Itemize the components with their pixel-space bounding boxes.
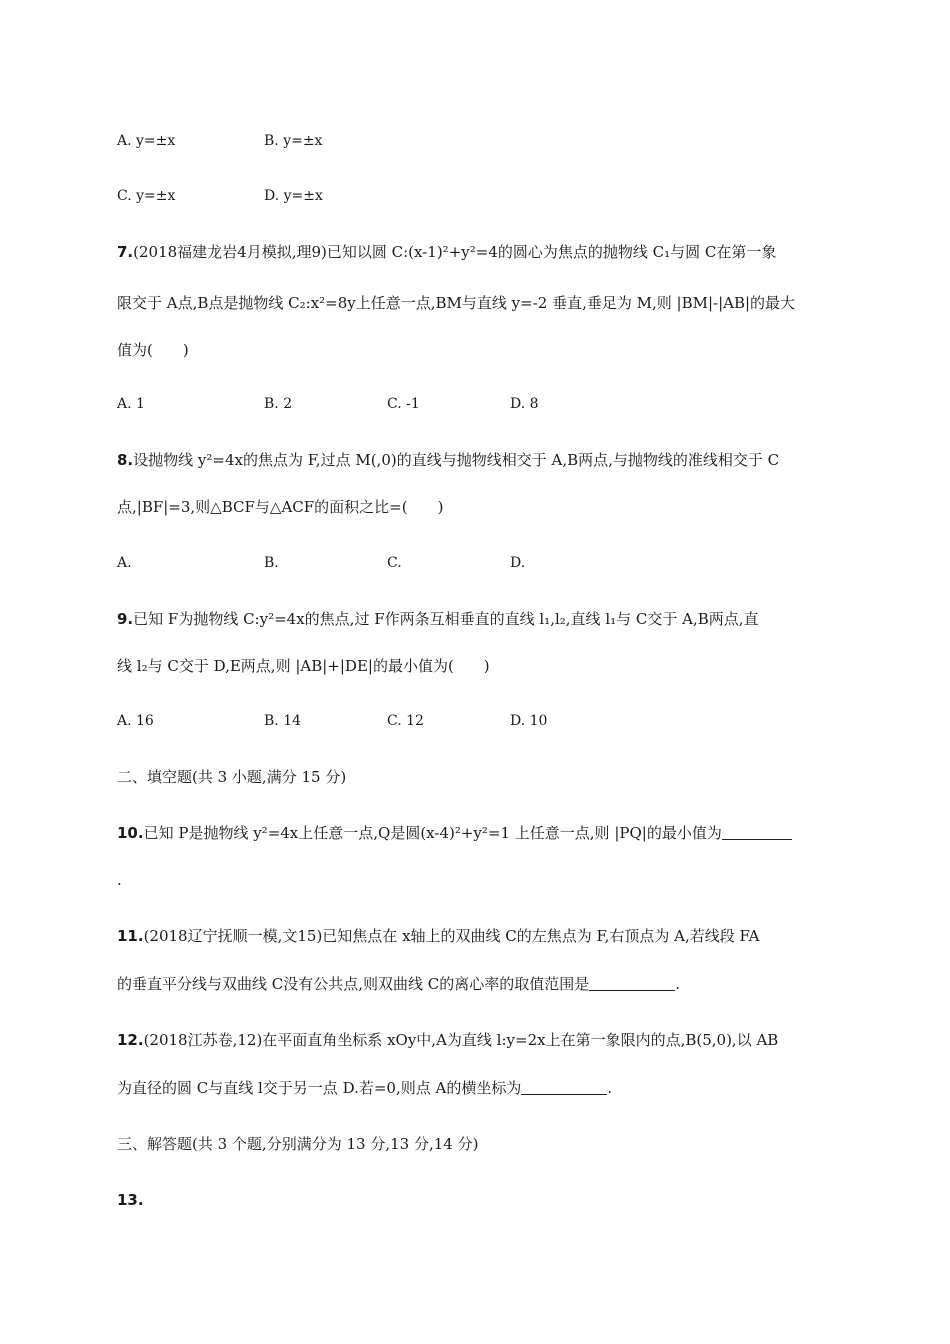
section-2-heading: 二、填空题(共 3 小题,满分 15 分)	[117, 768, 347, 786]
q9-text-1: 已知 F为抛物线 C:y²=4x的焦点,过 F作两条互相垂直的直线 l₁,l₂,直线 l₁与 C交于 A,B两点,直	[133, 610, 759, 628]
q7-text-1: (2018福建龙岩4月模拟,理9)已知以圆 C:(x-1)²+y²=4的圆心为焦点的抛物线 C₁与圆 C在第一象	[133, 243, 777, 261]
q9-line-2: 线 l₂与 C交于 D,E两点,则 |AB|+|DE|的最小值为( )	[117, 657, 490, 675]
q12-number: 12.	[117, 1031, 144, 1049]
q6-option-c: C. y=±x	[117, 188, 176, 204]
q7-line-3: 值为( )	[117, 341, 189, 359]
q7-option-c: C. -1	[387, 396, 420, 412]
q12-text-1: (2018江苏卷,12)在平面直角坐标系 xOy中,A为直线 l:y=2x上在第一象限内的点,B(5,0),以 AB	[143, 1031, 779, 1049]
q10-answer-blank[interactable]	[722, 825, 792, 840]
q12-line-2	[117, 1078, 612, 1098]
q12-period: .	[607, 1079, 613, 1097]
q9-option-a: A. 16	[117, 713, 154, 729]
q11-line-1	[117, 926, 759, 946]
q11-number: 11.	[117, 927, 144, 945]
q8-number: 8.	[117, 451, 134, 469]
q8-text-1: 设抛物线 y²=4x的焦点为 F,过点 M(,0)的直线与抛物线相交于 A,B两点,与抛物线的准线相交于 C	[133, 451, 780, 469]
q6-option-d: D. y=±x	[264, 188, 323, 204]
q9-option-c: C. 12	[387, 713, 424, 729]
q7-line-2: 限交于 A点,B点是抛物线 C₂:x²=8y上任意一点,BM与直线 y=-2 垂直,垂足为 M,则 |BM|-|AB|的最大	[117, 294, 796, 312]
q7-number: 7.	[117, 243, 134, 261]
q7-option-a: A. 1	[117, 396, 145, 412]
q8-line-1	[117, 450, 779, 470]
q13-line-1	[117, 1190, 144, 1210]
q8-line-2: 点,|BF|=3,则△BCF与△ACF的面积之比=( )	[117, 498, 444, 516]
q6-option-a: A. y=±x	[117, 133, 176, 149]
q12-text-2: 为直径的圆 C与直线 l交于另一点 D.若=0,则点 A的横坐标为	[117, 1079, 522, 1097]
q7-option-b: B. 2	[264, 396, 293, 412]
q10-line-1	[117, 823, 792, 843]
q9-number: 9.	[117, 610, 134, 628]
q8-option-b: B.	[264, 555, 279, 571]
q12-line-1	[117, 1030, 778, 1050]
q11-text-2: 的垂直平分线与双曲线 C没有公共点,则双曲线 C的离心率的取值范围是	[117, 975, 590, 993]
q7-option-d: D. 8	[510, 396, 539, 412]
q8-option-d: D.	[510, 555, 526, 571]
q11-period: .	[675, 975, 681, 993]
q11-text-1: (2018辽宁抚顺一模,文15)已知焦点在 x轴上的双曲线 C的左焦点为 F,右顶点为 A,若线段 FA	[143, 927, 760, 945]
q9-option-b: B. 14	[264, 713, 302, 729]
q8-option-a: A.	[117, 555, 132, 571]
q13-number: 13.	[117, 1191, 144, 1209]
q7-line-1	[117, 242, 776, 262]
q9-line-1	[117, 609, 759, 629]
q6-option-b: B. y=±x	[264, 133, 323, 149]
q10-text-1: 已知 P是抛物线 y²=4x上任意一点,Q是圆(x-4)²+y²=1 上任意一点,则 |PQ|的最小值为	[143, 824, 722, 842]
q11-answer-blank[interactable]	[589, 976, 675, 991]
q10-number: 10.	[117, 824, 144, 842]
q9-option-d: D. 10	[510, 713, 548, 729]
q12-answer-blank[interactable]	[521, 1080, 607, 1095]
q11-line-2	[117, 974, 680, 994]
section-3-heading: 三、解答题(共 3 个题,分别满分为 13 分,13 分,14 分)	[117, 1135, 479, 1153]
q10-line-2: .	[117, 871, 122, 889]
q8-option-c: C.	[387, 555, 402, 571]
